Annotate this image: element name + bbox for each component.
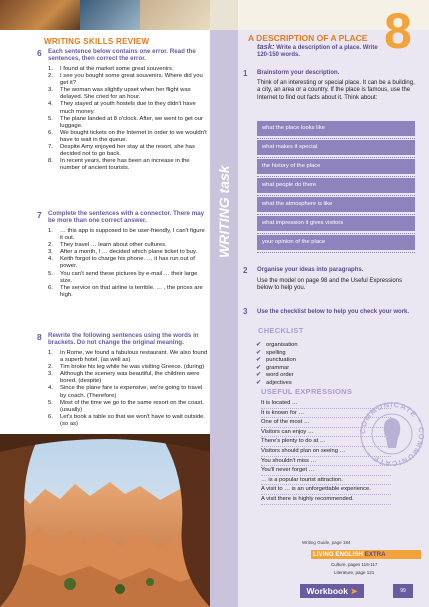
q7-item [48, 256, 208, 270]
checklist-item[interactable] [256, 350, 366, 358]
q6-item-number: 4. [48, 101, 53, 108]
extra-text: EXTRA [364, 551, 386, 558]
q6-item-text: In recent years, there has been an increase in the number of ancient tourists. [60, 158, 190, 172]
step1-body: Think of an interesting or special place. It can be a building, a city, an area or a country. If the place is famous, use the Internet to find out facts about it. Think about: [257, 80, 415, 101]
writing-task-band [210, 30, 238, 607]
q8-item-number: 2. [48, 364, 53, 371]
q6-item-text: We bought tickets on the Internet in order to we wouldn't have to wait in the queue. [60, 129, 207, 143]
q6-item-text: The woman was slightly upset when her flight was delayed. She cried for an hour. [60, 87, 191, 101]
q7-item-number: 4. [48, 256, 53, 263]
think-about-row[interactable]: what impression it gives visitors [257, 216, 415, 231]
think-about-row[interactable]: your opinion of the place [257, 235, 415, 250]
q6-item-number: 6. [48, 129, 53, 136]
q8-item [48, 385, 208, 399]
canyon-photo [0, 434, 210, 607]
page-number: 99 [393, 584, 413, 598]
useful-expression: … is a popular tourist attraction. [261, 476, 391, 486]
q8-item-text: Most of the time we go to the same resort on the coast. (usually) [60, 399, 204, 413]
q8-item-text: Although the scenery was beautiful, the children were bored. (despite) [60, 371, 200, 385]
speaking-head-icon [384, 418, 401, 448]
step1-heading: Brainstorm your description. [257, 70, 340, 76]
step2-number: 2 [243, 266, 248, 275]
checkmark-icon: ✔ [256, 372, 261, 378]
communicate-stamp [358, 392, 426, 472]
q6-list [48, 66, 208, 172]
useful-expression: There's plenty to do at … [261, 437, 391, 447]
q6-item [48, 73, 208, 87]
checklist-heading: CHECKLIST [258, 326, 304, 335]
q8-item [48, 371, 208, 385]
checklist-item[interactable] [256, 365, 366, 373]
arrow-right-icon: ➤ [350, 586, 358, 596]
q7-item-text: Keith forgot to charge his phone. … it has run out of power. [60, 256, 195, 270]
literature-ref: Literature, page 121 [334, 570, 375, 575]
q6-item-number: 7. [48, 144, 53, 151]
think-about-row[interactable]: the history of the place [257, 159, 415, 174]
q6-item [48, 130, 208, 144]
answer-line[interactable] [257, 135, 415, 139]
think-about-row[interactable]: what makes it special [257, 140, 415, 155]
q7-item [48, 228, 208, 242]
checklist-item-label: word order [266, 372, 294, 378]
q6-item-number: 8. [48, 158, 53, 165]
q6-instruction: Each sentence below contains one error. Read the sentences, then correct the error. [48, 48, 196, 63]
q6-item [48, 144, 208, 158]
q7-item-text: After a month, I … decided which plane ticket to buy. [60, 249, 198, 256]
q7-item [48, 242, 208, 249]
checkmark-icon: ✔ [256, 364, 261, 371]
q8-number: 8 [37, 332, 42, 342]
top-photo-2 [80, 0, 140, 30]
checklist-item[interactable] [256, 342, 366, 350]
q6-item [48, 116, 208, 130]
q7-item-text: You can't send these pictures by e-mail … their large size. [60, 270, 198, 284]
living-english-label [313, 551, 386, 558]
q8-item [48, 364, 208, 371]
useful-expression: Visitors can enjoy … [261, 428, 391, 438]
q7-item-text: They travel … learn about other cultures. [60, 242, 167, 249]
useful-expressions-heading: USEFUL EXPRESSIONS [261, 387, 353, 396]
checkmark-icon: ✔ [256, 379, 261, 386]
writing-task-band-label [212, 140, 236, 260]
useful-expression: Visitors should plan on seeing … [261, 447, 391, 457]
q6-item-number: 3. [48, 87, 53, 94]
q6-item-text: The plane landed at 8 o'clock. After, we went to get our luggage. [60, 115, 203, 129]
useful-expression: One of the most … [261, 418, 391, 428]
answer-line[interactable] [257, 192, 415, 196]
step3-heading: Use the checklist below to help you check your work. [257, 309, 410, 315]
q8-item [48, 414, 208, 428]
step3-number: 3 [243, 307, 248, 316]
checklist [256, 342, 366, 387]
writing-guide-ref: Writing Guide, page 184 [302, 540, 351, 545]
q8-item-text: Let's book a table so that we won't have to wait outside. (so as) [60, 413, 206, 427]
writing-skills-heading: WRITING SKILLS REVIEW [44, 37, 150, 46]
step1-number: 1 [243, 69, 248, 78]
q8-item-number: 3. [48, 371, 53, 378]
checklist-item-label: grammar [266, 364, 290, 371]
q7-item [48, 249, 208, 256]
q8-item-number: 6. [48, 413, 53, 420]
q6-item [48, 101, 208, 115]
living-english-text: LIVING ENGLISH [313, 551, 363, 558]
checkmark-icon: ✔ [256, 349, 261, 356]
think-about-row[interactable]: what the place looks like [257, 121, 415, 136]
checklist-item-label: punctuation [266, 357, 296, 363]
q6-item-text: They stayed at youth hostels due to they didn't have much money. [60, 101, 196, 115]
q7-item-text: The service on that airline is terrible. … , the prices are high. [60, 284, 203, 298]
task-word: task: [257, 42, 275, 51]
useful-expression: A visit there is highly recommended. [261, 495, 391, 505]
q8-item-text: Since the plane fare is expensive, we're going to travel by coach. (Therefore) [60, 385, 203, 399]
q7-item [48, 271, 208, 285]
answer-line[interactable] [257, 173, 415, 177]
task-instruction: Write a description of a place. Write 120-150 words. [257, 45, 378, 59]
top-photo-1 [0, 0, 80, 30]
q7-item-number: 1. [48, 228, 53, 234]
q7-number: 7 [37, 210, 42, 220]
answer-line[interactable] [257, 211, 415, 215]
think-about-row[interactable]: what people do there [257, 178, 415, 193]
answer-line[interactable] [257, 230, 415, 234]
q6-item-text: Despite Amy enjoyed her stay at the resort, she has decided not to go back. [60, 144, 195, 158]
step2-body: Use the model on page 98 and the Useful Expressions below to help you. [257, 278, 403, 292]
q8-item [48, 350, 208, 364]
checklist-item[interactable] [256, 380, 366, 388]
q8-item-text: Tim broke his leg while he was visiting Greece. (during) [60, 364, 205, 371]
culture-ref: Culture, pages 116-117 [331, 562, 378, 567]
q6-item [48, 66, 208, 73]
answer-line[interactable] [257, 249, 415, 253]
q7-item-number: 3. [48, 249, 53, 256]
checklist-item-label: adjectives [266, 379, 292, 386]
q7-item-text: … this app is supposed to be user-friendly, I can't figure it out. [60, 228, 205, 242]
q7-item-number: 2. [48, 242, 53, 249]
checklist-item[interactable] [256, 357, 366, 365]
band-label-text: WRITING task [216, 165, 232, 258]
q8-item [48, 400, 208, 414]
q6-item-text: I see you bought some great souvenirs. Where did you get it? [60, 73, 203, 87]
q6-item-number: 5. [48, 115, 53, 122]
q7-list [48, 228, 208, 299]
q7-instruction: Complete the sentences with a connector. There may be more than one correct answer. [48, 210, 205, 225]
canyon-illustration [0, 434, 210, 607]
useful-expression: You shouldn't miss … [261, 457, 391, 467]
workbook-link[interactable] [300, 584, 364, 598]
q6-item-number: 2. [48, 73, 53, 80]
stamp-text: COMMUNICATE * COMMUNICATE * [358, 399, 426, 469]
q7-item [48, 285, 208, 299]
answer-line[interactable] [257, 154, 415, 158]
q6-number: 6 [37, 48, 42, 58]
q8-item-number: 1. [48, 350, 53, 356]
checklist-item-label: spelling [266, 349, 286, 356]
q8-list [48, 350, 208, 428]
useful-expression: You'll never forget … [261, 466, 391, 476]
checklist-item[interactable] [256, 372, 366, 380]
q6-item [48, 87, 208, 101]
unit-number: 8 [384, 3, 412, 59]
checkmark-icon: ✔ [256, 342, 261, 348]
useful-expression: It is located … [261, 399, 391, 409]
checklist-item-label: organisation [266, 342, 298, 348]
think-about-row[interactable]: what the atmosphere is like [257, 197, 415, 212]
step2-heading: Organise your ideas into paragraphs. [257, 267, 364, 273]
workbook-label: Workbook [306, 586, 348, 596]
q8-item-number: 4. [48, 385, 53, 392]
q7-item-number: 5. [48, 270, 53, 277]
q7-item-number: 6. [48, 284, 53, 291]
q6-item [48, 158, 208, 172]
checkmark-icon: ✔ [256, 357, 261, 363]
q6-item-number: 1. [48, 66, 53, 72]
q8-item-text: In Rome, we found a fabulous restaurant. We also found a superb hotel. (as well as) [60, 350, 208, 364]
task-title: A DESCRIPTION OF A PLACE [248, 33, 368, 43]
q6-item-text: I found at the market some great souvenirs. [60, 66, 174, 72]
useful-expression: It is known for … [261, 409, 391, 419]
useful-expression: A visit to … is an unforgettable experience. [261, 485, 391, 495]
top-photo-3 [140, 0, 210, 30]
q8-item-number: 5. [48, 399, 53, 406]
q8-instruction: Rewrite the following sentences using the words in brackets. Do not change the original meaning. [48, 332, 199, 347]
